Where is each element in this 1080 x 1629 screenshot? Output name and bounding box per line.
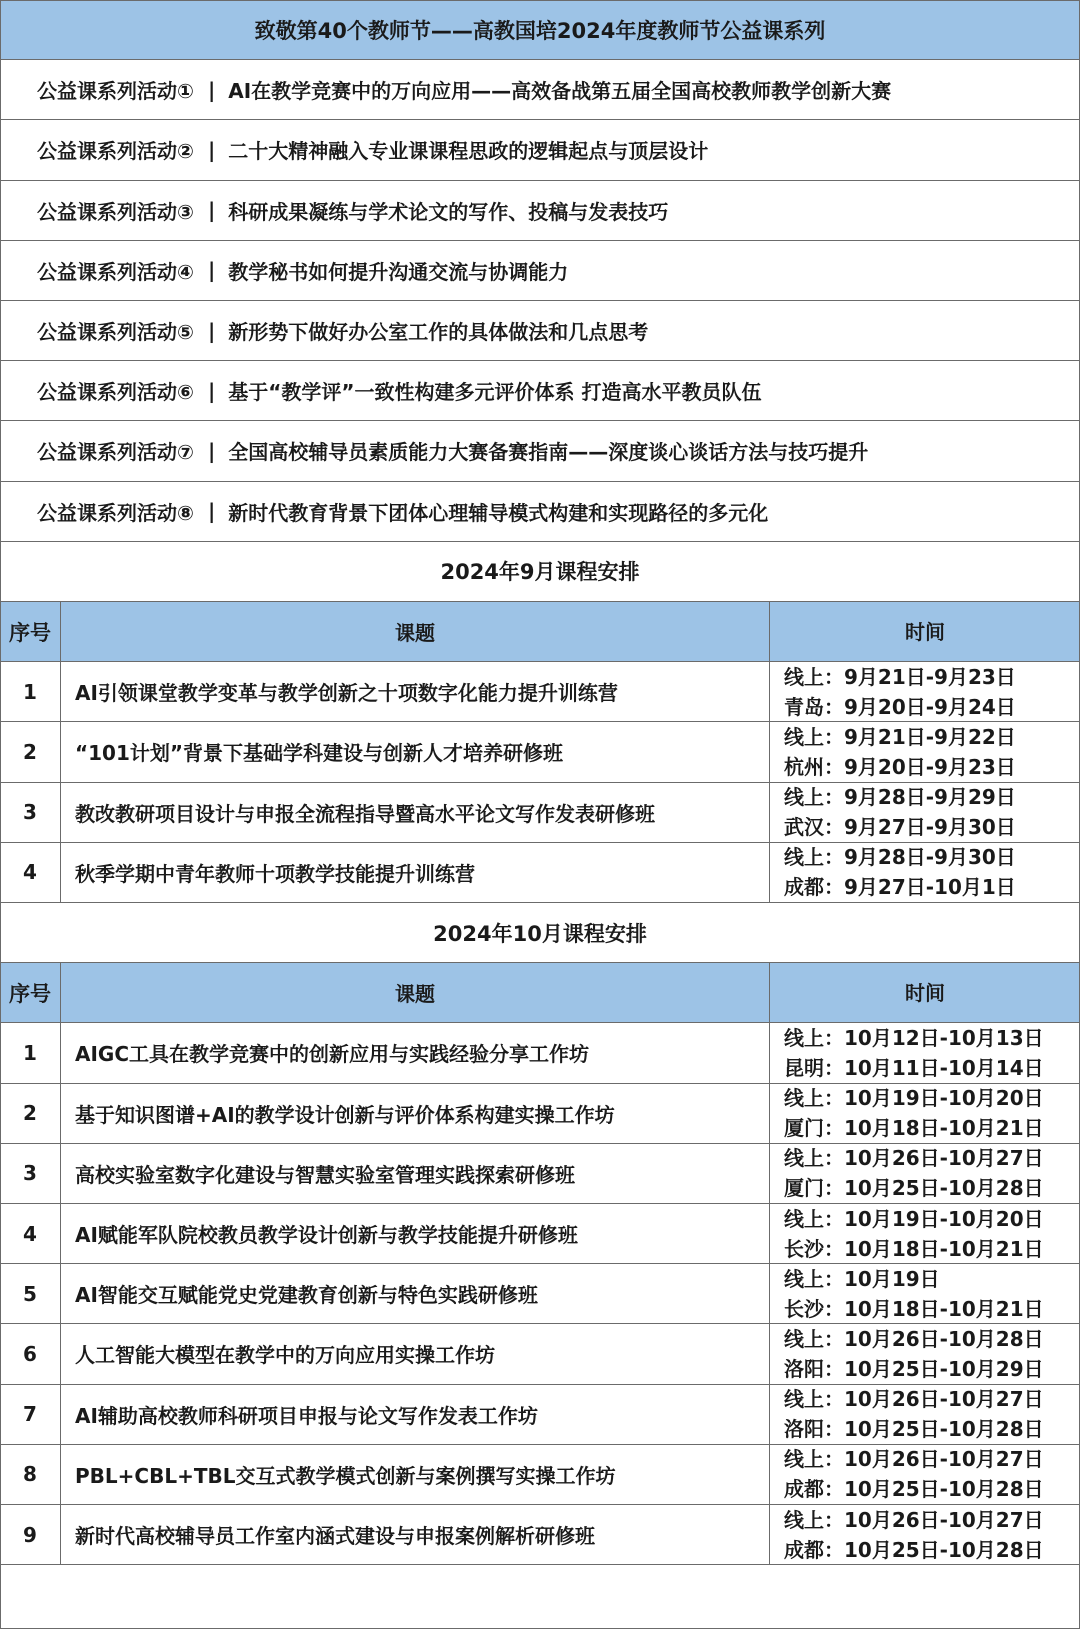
row-topic-text: AI赋能军队院校教员教学设计创新与教学技能提升研修班 xyxy=(75,1223,578,1248)
table-header-row xyxy=(0,602,1080,662)
row-number xyxy=(0,1505,61,1564)
activity-topic: 二十大精神融入专业课课程思政的逻辑起点与顶层设计 xyxy=(228,139,709,164)
time-online: 线上：10月26日-10月28日 xyxy=(784,1326,1044,1351)
activity-separator: | xyxy=(207,137,216,162)
row-time xyxy=(770,843,1080,902)
time-online: 线上：10月26日-10月27日 xyxy=(784,1387,1044,1412)
header-topic xyxy=(61,963,770,1022)
time-offline: 昆明：10月11日-10月14日 xyxy=(784,1055,1044,1080)
table-row xyxy=(0,1264,1080,1324)
row-number xyxy=(0,662,61,721)
row-topic xyxy=(61,1144,770,1203)
activity-topic: 新形势下做好办公室工作的具体做法和几点思考 xyxy=(228,320,649,345)
row-topic xyxy=(61,722,770,781)
row-time xyxy=(770,1385,1080,1444)
row-topic-text: 新时代高校辅导员工作室内涵式建设与申报案例解析研修班 xyxy=(75,1524,595,1549)
row-number-text: 3 xyxy=(23,800,37,825)
row-number-text: 7 xyxy=(23,1402,37,1427)
activity-row xyxy=(0,301,1080,361)
activity-separator: | xyxy=(207,198,216,223)
row-number-text: 4 xyxy=(23,1221,37,1246)
row-time xyxy=(770,1445,1080,1504)
activity-row xyxy=(0,361,1080,421)
table-row xyxy=(0,843,1080,903)
row-time xyxy=(770,783,1080,842)
activity-topic: 全国高校辅导员素质能力大赛备赛指南——深度谈心谈话方法与技巧提升 xyxy=(228,440,869,465)
activity-prefix: 公益课系列活动④ xyxy=(37,259,194,284)
activity-separator: | xyxy=(207,258,216,283)
table-header-row xyxy=(0,963,1080,1023)
activity-topic: 教学秘书如何提升沟通交流与协调能力 xyxy=(228,259,569,284)
row-number xyxy=(0,1324,61,1383)
header-no xyxy=(0,602,61,661)
activity-prefix: 公益课系列活动② xyxy=(37,139,194,164)
row-topic xyxy=(61,783,770,842)
row-time xyxy=(770,1264,1080,1323)
row-number xyxy=(0,1204,61,1263)
row-topic-text: PBL+CBL+TBL交互式教学模式创新与案例撰写实操工作坊 xyxy=(75,1463,616,1488)
header-topic-text: 课题 xyxy=(395,982,435,1007)
row-number xyxy=(0,843,61,902)
row-time xyxy=(770,1023,1080,1082)
activity-separator: | xyxy=(207,499,216,524)
table-row xyxy=(0,1385,1080,1445)
time-offline: 青岛：9月20日-9月24日 xyxy=(784,694,1016,719)
row-number xyxy=(0,1023,61,1082)
row-topic-text: 人工智能大模型在教学中的万向应用实操工作坊 xyxy=(75,1343,495,1368)
activity-topic: 新时代教育背景下团体心理辅导模式构建和实现路径的多元化 xyxy=(228,500,769,525)
row-topic-text: AI引领课堂教学变革与教学创新之十项数字化能力提升训练营 xyxy=(75,681,618,706)
activity-prefix: 公益课系列活动⑤ xyxy=(37,320,194,345)
time-online: 线上：9月21日-9月22日 xyxy=(784,724,1016,749)
table-row xyxy=(0,1144,1080,1204)
table-row xyxy=(0,783,1080,843)
activity-row xyxy=(0,120,1080,180)
time-offline: 厦门：10月25日-10月28日 xyxy=(784,1176,1044,1201)
header-time-text: 时间 xyxy=(905,619,945,644)
time-offline: 长沙：10月18日-10月21日 xyxy=(784,1296,1044,1321)
row-number-text: 8 xyxy=(23,1462,37,1487)
section-title xyxy=(0,542,1080,602)
row-number-text: 4 xyxy=(23,860,37,885)
time-offline: 洛阳：10月25日-10月29日 xyxy=(784,1356,1044,1381)
row-number-text: 1 xyxy=(23,679,37,704)
row-time xyxy=(770,662,1080,721)
table-row xyxy=(0,1445,1080,1505)
row-number xyxy=(0,722,61,781)
row-number-text: 5 xyxy=(23,1281,37,1306)
row-time xyxy=(770,1084,1080,1143)
table-row xyxy=(0,662,1080,722)
row-time xyxy=(770,1505,1080,1564)
row-number xyxy=(0,1445,61,1504)
row-topic-text: AIGC工具在教学竞赛中的创新应用与实践经验分享工作坊 xyxy=(75,1042,590,1067)
row-number xyxy=(0,1385,61,1444)
activity-prefix: 公益课系列活动① xyxy=(37,79,194,104)
row-topic xyxy=(61,1505,770,1564)
header-no xyxy=(0,963,61,1022)
row-topic-text: AI辅助高校教师科研项目申报与论文写作发表工作坊 xyxy=(75,1403,538,1428)
row-number xyxy=(0,1144,61,1203)
row-topic xyxy=(61,1023,770,1082)
time-online: 线上：10月26日-10月27日 xyxy=(784,1146,1044,1171)
row-topic xyxy=(61,1324,770,1383)
row-topic-text: “101计划”背景下基础学科建设与创新人才培养研修班 xyxy=(75,741,564,766)
section-title xyxy=(0,903,1080,963)
header-topic-text: 课题 xyxy=(395,621,435,646)
row-time xyxy=(770,722,1080,781)
row-time xyxy=(770,1324,1080,1383)
row-topic-text: 秋季学期中青年教师十项教学技能提升训练营 xyxy=(75,861,475,886)
time-offline: 厦门：10月18日-10月21日 xyxy=(784,1116,1044,1141)
row-topic xyxy=(61,1084,770,1143)
time-offline: 成都：10月25日-10月28日 xyxy=(784,1477,1044,1502)
row-number xyxy=(0,1264,61,1323)
time-online: 线上：10月19日-10月20日 xyxy=(784,1086,1044,1111)
activity-row xyxy=(0,421,1080,481)
table-row xyxy=(0,1084,1080,1144)
time-offline: 成都：10月25日-10月28日 xyxy=(784,1537,1044,1562)
time-online: 线上：9月28日-9月29日 xyxy=(784,785,1016,810)
header-no-text: 序号 xyxy=(9,620,51,645)
row-topic-text: AI智能交互赋能党史党建教育创新与特色实践研修班 xyxy=(75,1283,538,1308)
time-offline: 长沙：10月18日-10月21日 xyxy=(784,1236,1044,1261)
row-topic xyxy=(61,1445,770,1504)
row-topic-text: 基于知识图谱+AI的教学设计创新与评价体系构建实操工作坊 xyxy=(75,1102,615,1127)
header-time xyxy=(770,963,1080,1022)
activity-topic: 基于“教学评”一致性构建多元评价体系 打造高水平教员队伍 xyxy=(228,380,762,405)
row-number-text: 9 xyxy=(23,1522,37,1547)
activity-prefix: 公益课系列活动⑥ xyxy=(37,380,194,405)
time-online: 线上：10月19日-10月20日 xyxy=(784,1206,1044,1231)
table-row xyxy=(0,1324,1080,1384)
row-number xyxy=(0,783,61,842)
header-no-text: 序号 xyxy=(9,981,51,1006)
activity-row xyxy=(0,181,1080,241)
activity-prefix: 公益课系列活动⑧ xyxy=(37,500,194,525)
row-topic-text: 高校实验室数字化建设与智慧实验室管理实践探索研修班 xyxy=(75,1162,575,1187)
activity-prefix: 公益课系列活动③ xyxy=(37,199,194,224)
time-online: 线上：9月28日-9月30日 xyxy=(784,845,1016,870)
time-offline: 洛阳：10月25日-10月28日 xyxy=(784,1417,1044,1442)
row-number-text: 1 xyxy=(23,1040,37,1065)
section-title-text: 2024年9月课程安排 xyxy=(440,560,640,585)
header-time xyxy=(770,602,1080,661)
time-online: 线上：9月21日-9月23日 xyxy=(784,664,1016,689)
table-row xyxy=(0,1204,1080,1264)
table-row xyxy=(0,722,1080,782)
activity-row xyxy=(0,241,1080,301)
time-offline: 武汉：9月27日-9月30日 xyxy=(784,815,1016,840)
header-time-text: 时间 xyxy=(905,980,945,1005)
header-topic xyxy=(61,602,770,661)
row-topic xyxy=(61,1204,770,1263)
row-topic xyxy=(61,843,770,902)
activity-separator: | xyxy=(207,318,216,343)
activity-topic: 科研成果凝练与学术论文的写作、投稿与发表技巧 xyxy=(228,199,669,224)
time-online: 线上：10月26日-10月27日 xyxy=(784,1447,1044,1472)
row-number-text: 2 xyxy=(23,1101,37,1126)
row-topic xyxy=(61,1264,770,1323)
table-row xyxy=(0,1023,1080,1083)
activity-separator: | xyxy=(207,378,216,403)
page-title-text: 致敬第40个教师节——高教国培2024年度教师节公益课系列 xyxy=(254,18,826,43)
row-time xyxy=(770,1144,1080,1203)
time-online: 线上：10月19日 xyxy=(784,1266,940,1291)
row-number-text: 2 xyxy=(23,739,37,764)
activity-row xyxy=(0,60,1080,120)
page-title xyxy=(0,0,1080,60)
activity-prefix: 公益课系列活动⑦ xyxy=(37,440,194,465)
row-topic xyxy=(61,1385,770,1444)
row-time xyxy=(770,1204,1080,1263)
activity-topic: AI在教学竞赛中的万向应用——高效备战第五届全国高校教师教学创新大赛 xyxy=(228,79,892,104)
time-online: 线上：10月12日-10月13日 xyxy=(784,1025,1044,1050)
activity-separator: | xyxy=(207,438,216,463)
row-number xyxy=(0,1084,61,1143)
section-title-text: 2024年10月课程安排 xyxy=(433,921,647,946)
row-topic-text: 教改教研项目设计与申报全流程指导暨高水平论文写作发表研修班 xyxy=(75,801,655,826)
time-offline: 成都：9月27日-10月1日 xyxy=(784,875,1016,900)
time-offline: 杭州：9月20日-9月23日 xyxy=(784,754,1016,779)
row-number-text: 6 xyxy=(23,1341,37,1366)
table-row xyxy=(0,1505,1080,1565)
row-topic xyxy=(61,662,770,721)
activity-row xyxy=(0,482,1080,542)
time-online: 线上：10月26日-10月27日 xyxy=(784,1507,1044,1532)
row-number-text: 3 xyxy=(23,1161,37,1186)
activity-separator: | xyxy=(207,77,216,102)
